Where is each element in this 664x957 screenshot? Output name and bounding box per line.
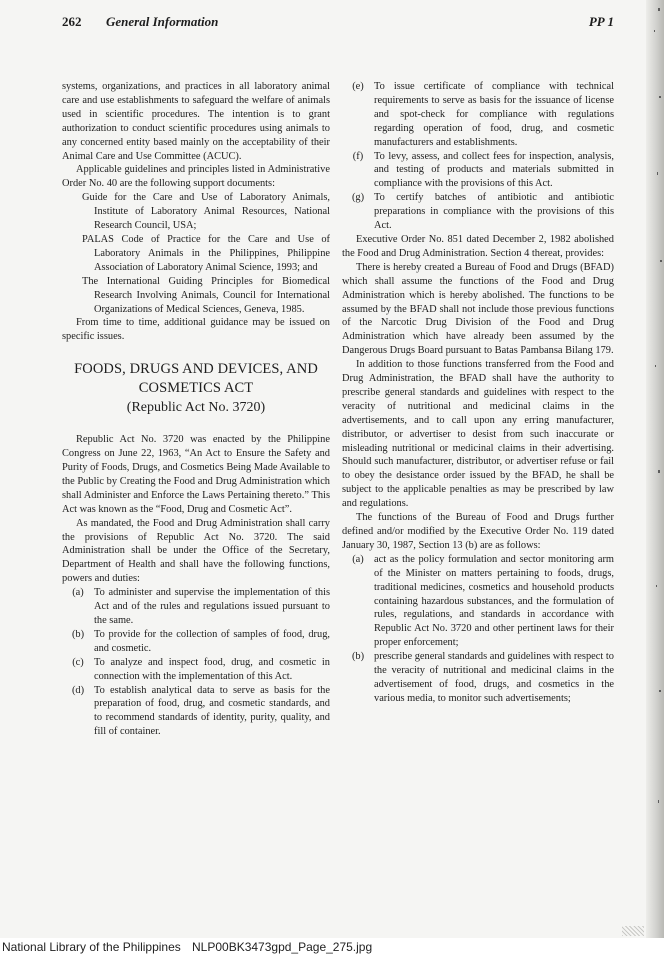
scan-speck <box>658 800 659 803</box>
scan-speck <box>658 8 660 11</box>
paragraph: Executive Order No. 851 dated December 2, 1982 abolished the Food and Drug Administration. Section 4 thereat, provides: <box>342 233 614 259</box>
page-header <box>62 14 614 34</box>
file-name: NLP00BK3473gpd_Page_275.jpg <box>192 940 373 954</box>
list-item-text: prescribe general standards and guidelines with respect to the veracity of nutritional and medicinal claims in the advertisement of food, drugs, and cosmetics in the various media, to monitor such advertisements; <box>374 651 614 704</box>
scan-footer <box>0 938 664 957</box>
list-item-label: (g) <box>351 192 365 204</box>
scan-speck <box>660 260 662 262</box>
list-item-label: (c) <box>72 656 84 668</box>
paragraph: From time to time, additional guidance may be issued on specific issues. <box>62 317 330 343</box>
paragraph: Republic Act No. 3720 was enacted by the Philippine Congress on June 22, 1963, “An Act to Ensure the Safety and Purity of Foods, Drugs, and Cosmetics Being Made Available to the Public by Creating the Food and Drug Administration which shall Administer and Enforce the Laws Pertaining thereto.” This Act was known as the “Food, Drug and Cosmetic Act”. <box>62 434 330 515</box>
right-column <box>342 80 614 706</box>
list-item-text: To analyze and inspect food, drug, and cosmetic in connection with the implementation of this Act. <box>94 656 330 682</box>
paragraph: Applicable guidelines and principles listed in Administrative Order No. 40 are the following support documents: <box>62 164 330 190</box>
scan-speck <box>655 365 656 367</box>
list-item-label: (b) <box>351 651 365 663</box>
list-item <box>342 150 614 192</box>
support-document: PALAS Code of Practice for the Care and Use of Laboratory Animals in the Philippines, Philippine Association of Laboratory Animal Science, 1993; and <box>82 233 330 273</box>
scan-specks <box>646 0 664 938</box>
list-item <box>62 684 330 740</box>
list-item-text: To issue certificate of compliance with technical requirements to serve as basis for the issuance of license and spot-check for compliance with regulations regarding operation of food, drug, and cosmetic manufacturers and establishments. <box>374 81 614 148</box>
quoted-paragraph: There is hereby created a Bureau of Food and Drugs (BFAD) which shall assume the functions of the Food and Drug Administration which is hereby abolished. The functions to be assumed by the BFAD shall not include those previous functions of the Narcotic Drug Division of the Food and Drug Administration which have already been assumed by the Dangerous Drugs Board pursuant to Batas Pambansa Bilang 179. <box>342 261 614 357</box>
section-subtitle: (Republic Act No. 3720) <box>126 400 266 416</box>
running-head: General Information <box>106 14 219 29</box>
list-item-text: To levy, assess, and collect fees for inspection, analysis, and testing of products and materials submitted in compliance with the provisions of this Act. <box>374 150 614 190</box>
scan-speck <box>659 690 661 692</box>
support-document: The International Guiding Principles for Biomedical Research Involving Animals, Council for International Organizations of Medical Sciences, Geneva, 1985. <box>82 275 330 315</box>
list-item <box>342 191 614 233</box>
scan-speck <box>654 30 655 32</box>
list-item-label: (a) <box>72 587 84 599</box>
list-item-label: (f) <box>352 150 364 162</box>
list-item <box>342 650 614 706</box>
list-item <box>62 656 330 684</box>
list-item-text: act as the policy formulation and sector monitoring arm of the Minister on matters pertaining to foods, drugs, traditional medicines, cosmetics and household products containing hazardous substances, and the formulation of rules, regulations, and standards in accordance with Republic Act No. 3720 and other pertinent laws for their proper enforcement; <box>374 553 614 649</box>
list-item-label: (e) <box>352 81 364 92</box>
scan-speck <box>658 470 660 473</box>
left-column <box>62 80 330 739</box>
list-item <box>342 80 614 150</box>
scan-speck <box>657 172 658 175</box>
support-document: Guide for the Care and Use of Laboratory Animals, Institute of Laboratory Animal Resources, National Research Council, USA; <box>82 192 330 232</box>
library-name: National Library of the Philippines <box>2 940 181 954</box>
scan-speck <box>659 96 661 98</box>
header-tag: PP 1 <box>588 14 614 29</box>
page-number: 262 <box>62 14 82 29</box>
list-item-text: To establish analytical data to serve as basis for the preparation of food, drug, and cosmetic standards, and to recommend standards of identity, purity, quality, and fill of container. <box>94 684 330 738</box>
list-item-text: To administer and supervise the implementation of this Act and of the rules and regulations issued pursuant to the same. <box>94 587 330 626</box>
list-item <box>62 628 330 656</box>
list-item-label: (d) <box>71 684 85 696</box>
list-item-label: (b) <box>71 628 85 640</box>
paragraph: As mandated, the Food and Drug Administration shall carry the provisions of Republic Act No. 3720. The said Administration shall be under the Office of the Secretary, Department of Health and shall have the following functions, powers and duties: <box>62 517 330 585</box>
list-item <box>62 586 330 628</box>
section-title: FOODS, DRUGS AND DEVICES, AND COSMETICS ACT <box>74 361 318 397</box>
list-item-text: To certify batches of antibiotic and antibiotic preparations in compliance with the provisions of this Act. <box>374 192 614 232</box>
list-item <box>342 553 614 650</box>
section-heading <box>62 360 330 417</box>
paragraph: systems, organizations, and practices in all laboratory animal care and use establishments to safeguard the welfare of animals used in scientific procedures. The intention is to grant authorization to conduct scientific procedures using animals to any concerned entity based mainly on the acceptability of their Animal Care and Use Committee (ACUC). <box>62 81 330 162</box>
list-item-text: To provide for the collection of samples of food, drug, and cosmetic. <box>94 628 330 654</box>
list-item-label: (a) <box>352 553 364 565</box>
quoted-paragraph: In addition to those functions transferred from the Food and Drug Administration, the BFAD shall have the authority to prescribe general standards and guidelines with respect to the veracity of nutritional and medicinal claims in the advertisements, and to call upon any erring manufacturer, distributor, or advertiser to desist from such inaccurate or misleading nutritional or medicinal claims in their advertising. Should such manufacturer, distributor, or advertiser refuse or fail to obey the desistance order issued by the BFAD, he shall be subject to the applicable penalties as may be prescribed by law and regulations. <box>342 359 614 510</box>
scan-artifact <box>622 926 644 936</box>
scan-speck <box>656 585 657 587</box>
paragraph: The functions of the Bureau of Food and Drugs further defined and/or modified by the Executive Order No. 119 dated January 30, 1987, Section 13 (b) are as follows: <box>342 512 614 551</box>
